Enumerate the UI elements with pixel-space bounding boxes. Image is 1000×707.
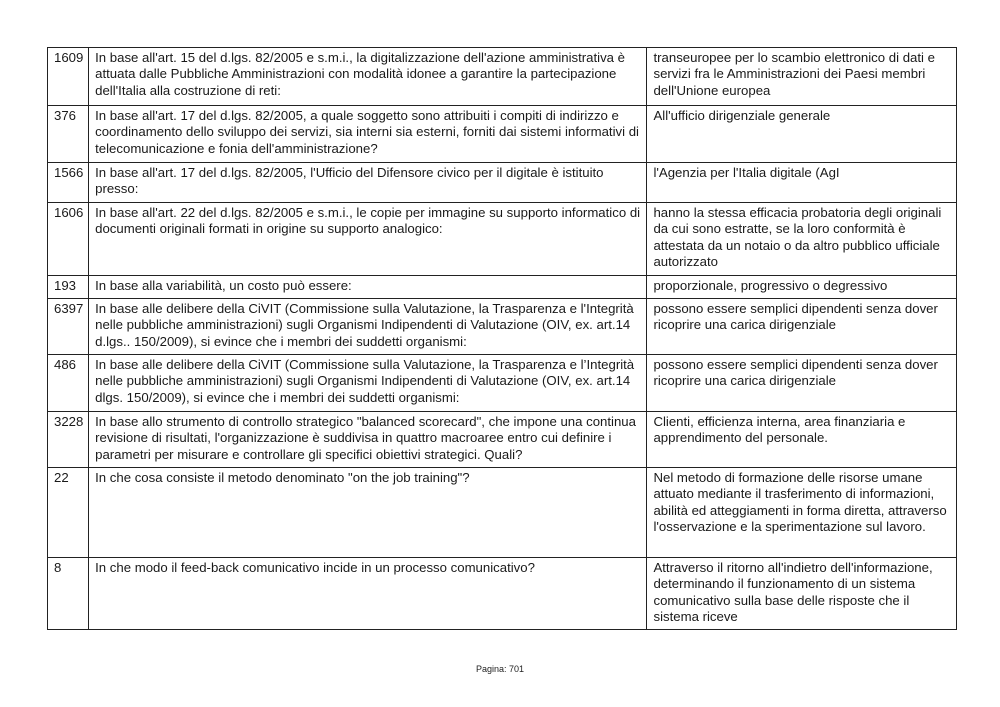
table-row <box>48 163 957 203</box>
row-id: 3228 <box>48 412 89 468</box>
table-row <box>48 355 957 412</box>
row-answer: hanno la stessa efficacia probatoria degli originali da cui sono estratte, se la loro conformità è attestata da un notaio o da altro pubblico ufficiale autorizzato <box>647 203 957 276</box>
table-row <box>48 468 957 558</box>
row-id: 22 <box>48 468 89 558</box>
row-question: In base all'art. 22 del d.lgs. 82/2005 e s.m.i., le copie per immagine su supporto informatico di documenti originali formati in origine su supporto analogico: <box>89 203 647 276</box>
table-row <box>48 558 957 630</box>
row-answer: Nel metodo di formazione delle risorse umane attuato mediante il trasferimento di informazioni, abilità ed atteggiamenti in forma diretta, attraverso l'osservazione e la sperimentazione sul lavoro. <box>647 468 957 558</box>
row-answer: All'ufficio dirigenziale generale <box>647 106 957 163</box>
row-id: 376 <box>48 106 89 163</box>
row-question: In base alla variabilità, un costo può essere: <box>89 276 647 299</box>
row-question: In che modo il feed-back comunicativo incide in un processo comunicativo? <box>89 558 647 630</box>
row-id: 1606 <box>48 203 89 276</box>
row-answer: Clienti, efficienza interna, area finanziaria e apprendimento del personale. <box>647 412 957 468</box>
row-answer: transeuropee per lo scambio elettronico di dati e servizi fra le Amministrazioni dei Paesi membri dell'Unione europea <box>647 48 957 106</box>
table-row <box>48 106 957 163</box>
row-answer: Attraverso il ritorno all'indietro dell'informazione, determinando il funzionamento di un sistema comunicativo sulla base delle risposte che il sistema riceve <box>647 558 957 630</box>
row-question: In base all'art. 17 del d.lgs. 82/2005, a quale soggetto sono attribuiti i compiti di indirizzo e coordinamento dello sviluppo dei servizi, sia interni sia esterni, forniti dai sistemi informativi di telecomunicazione e fonia dell'amministrazione? <box>89 106 647 163</box>
table-row <box>48 412 957 468</box>
row-question: In base alle delibere della CiVIT (Commissione sulla Valutazione, la Trasparenza e l’Integrità nelle pubbliche amministrazioni) sugli Organismi Indipendenti di Valutazione (OIV, ex. art.14 dlgs. 150/2009), si evince che i membri dei suddetti organismi: <box>89 355 647 412</box>
row-question: In base allo strumento di controllo strategico "balanced scorecard", che impone una continua revisione di risultati, l'organizzazione è suddivisa in quattro macroaree entro cui definire i parametri per misurare e controllare gli specifici obiettivi strategici. Quali? <box>89 412 647 468</box>
page-number: Pagina: 701 <box>475 664 525 674</box>
row-id: 6397 <box>48 299 89 355</box>
table-row <box>48 276 957 299</box>
row-answer: possono essere semplici dipendenti senza dover ricoprire una carica dirigenziale <box>647 355 957 412</box>
table-row <box>48 203 957 276</box>
question-table <box>47 47 957 630</box>
table-row <box>48 299 957 355</box>
row-question: In base alle delibere della CiVIT (Commissione sulla Valutazione, la Trasparenza e l'Integrità nelle pubbliche amministrazioni) sugli Organismi Indipendenti di Valutazione (OIV, ex. art.14 d.lgs.. 150/2009), si evince che i membri dei suddetti organismi: <box>89 299 647 355</box>
row-question: In base all'art. 15 del d.lgs. 82/2005 e s.m.i., la digitalizzazione dell'azione amministrativa è attuata dalle Pubbliche Amministrazioni con modalità idonee a garantire la partecipazione dell'Italia alla costruzione di reti: <box>89 48 647 106</box>
row-id: 8 <box>48 558 89 630</box>
table-row <box>48 48 957 106</box>
row-id: 1566 <box>48 163 89 203</box>
row-question: In base all'art. 17 del d.lgs. 82/2005, l'Ufficio del Difensore civico per il digitale è istituito presso: <box>89 163 647 203</box>
row-answer: l'Agenzia per l'Italia digitale (AgI <box>647 163 957 203</box>
row-id: 193 <box>48 276 89 299</box>
row-id: 486 <box>48 355 89 412</box>
row-answer: proporzionale, progressivo o degressivo <box>647 276 957 299</box>
row-answer: possono essere semplici dipendenti senza dover ricoprire una carica dirigenziale <box>647 299 957 355</box>
row-id: 1609 <box>48 48 89 106</box>
row-question: In che cosa consiste il metodo denominato "on the job training"? <box>89 468 647 558</box>
